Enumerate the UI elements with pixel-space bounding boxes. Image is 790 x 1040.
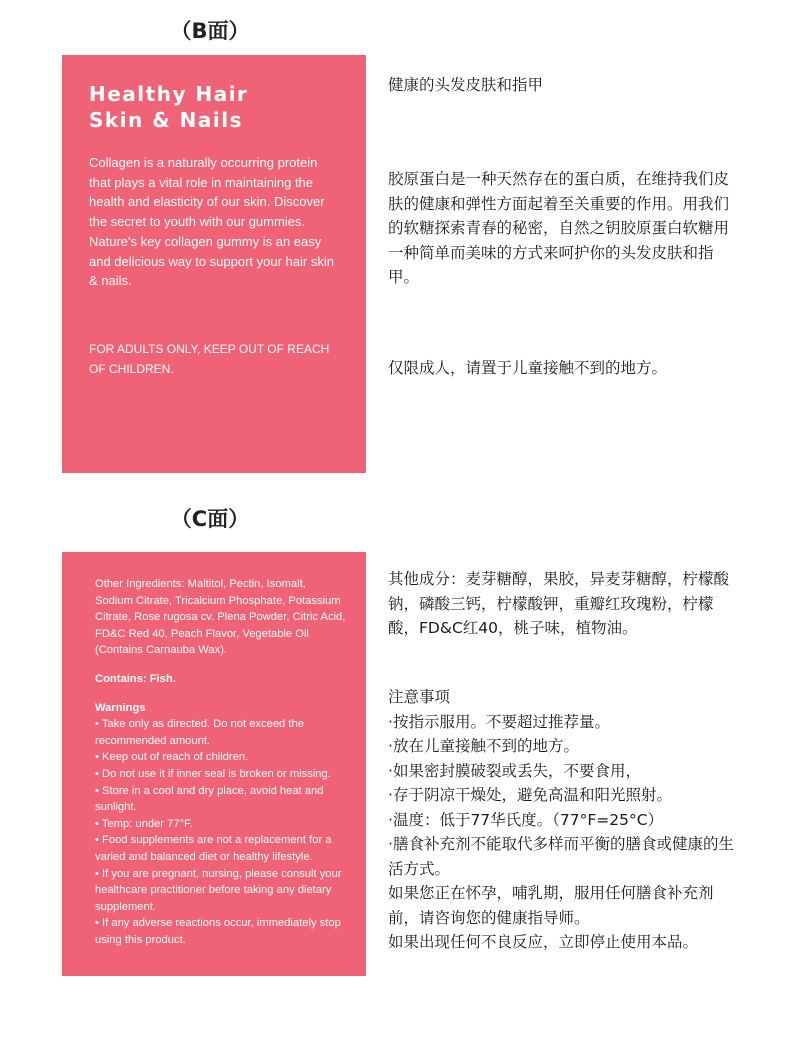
label-panel-c [62,552,366,976]
translation-b-headline: 健康的头发皮肤和指甲 [388,76,544,94]
note-item: · 膳食补充剂不能取代多样而平衡的膳食或健康的生活方式。 [388,832,738,881]
translation-b-body: 胶原蛋白是一种天然存在的蛋白质，在维持我们皮肤的健康和弹性方面起着至关重要的作用。用我们的软糖探索青春的秘密，自然之钥胶原蛋白软糖用一种简单而美味的方式来呵护你的头发皮肤和指甲。 [388,170,730,286]
note-item: · 温度：低于77华氏度。（77°F=25°C） [388,808,738,833]
warning-item: • If you are pregnant, nursing, please consult your healthcare practitioner before taking any dietary supplement. [95,866,346,916]
headline-line-1: Healthy Hair [89,82,249,106]
warning-item: • Do not use it if inner seal is broken or missing. [95,766,346,783]
translation-c-notes-list [388,710,738,882]
translation-c-extra-2: 如果出现任何不良反应，立即停止使用本品。 [388,933,699,951]
warning-item: • Store in a cool and dry place, avoid heat and sunlight. [95,783,346,816]
translation-c-notes-title: 注意事项 [388,688,451,706]
note-item: · 存于阴凉干燥处，避免高温和阳光照射。 [388,783,738,808]
panel-b-body: Collagen is a naturally occurring protein that plays a vital role in maintaining the health and elasticity of our skin. Discover the secret to youth with our gummies. Nature's key collagen gummy is an easy and delicious way to support your hair skin & nails. [89,155,334,289]
note-item: · 按指示服用。不要超过推荐量。 [388,710,738,735]
translation-c-ingredients: 其他成分：麦芽糖醇，果胶，异麦芽糖醇，柠檬酸钠，磷酸三钙，柠檬酸钾，重瓣红玫瑰粉，柠檬酸，FD&C红40，桃子味，植物油。 [388,570,730,637]
translation-b-warning: 仅限成人，请置于儿童接触不到的地方。 [388,359,668,377]
translation-c-extra-1: 如果您正在怀孕，哺乳期，服用任何膳食补充剂前，请咨询您的健康指导师。 [388,884,714,927]
warning-item: • Temp: under 77°F. [95,816,346,833]
section-b-label: （B面） [170,19,250,43]
note-item: · 如果密封膜破裂或丢失，不要食用， [388,759,738,784]
translation-c-notes [388,685,738,955]
panel-b-headline [89,81,339,133]
warning-item: • If any adverse reactions occur, immediately stop using this product. [95,915,346,948]
panel-c-warnings-list [95,716,346,948]
panel-c-warnings-title: Warnings [95,701,146,714]
warning-item: • Food supplements are not a replacement for a varied and balanced diet or healthy lifestyle. [95,832,346,865]
panel-c-contains: Contains: Fish. [95,672,176,685]
warning-item: • Take only as directed. Do not exceed the recommended amount. [95,716,346,749]
label-panel-b [62,55,366,473]
note-item: · 放在儿童接触不到的地方。 [388,734,738,759]
panel-c-ingredients: Other Ingredients: Maltitol, Pectin, Isomalt, Sodium Citrate, Tricalcium Phosphate, Potassium Citrate, Rose rugosa cv. Plena Powder, Citric Acid, FD&C Red 40, Peach Flavor, Vegetable Oil (Contains Carnauba Wax). [95,578,346,657]
panel-b-warning: FOR ADULTS ONLY, KEEP OUT OF REACH OF CHILDREN. [89,341,330,376]
headline-line-2: Skin & Nails [89,108,244,132]
warning-item: • Keep out of reach of children. [95,749,346,766]
section-c-label: （C面） [170,507,250,531]
